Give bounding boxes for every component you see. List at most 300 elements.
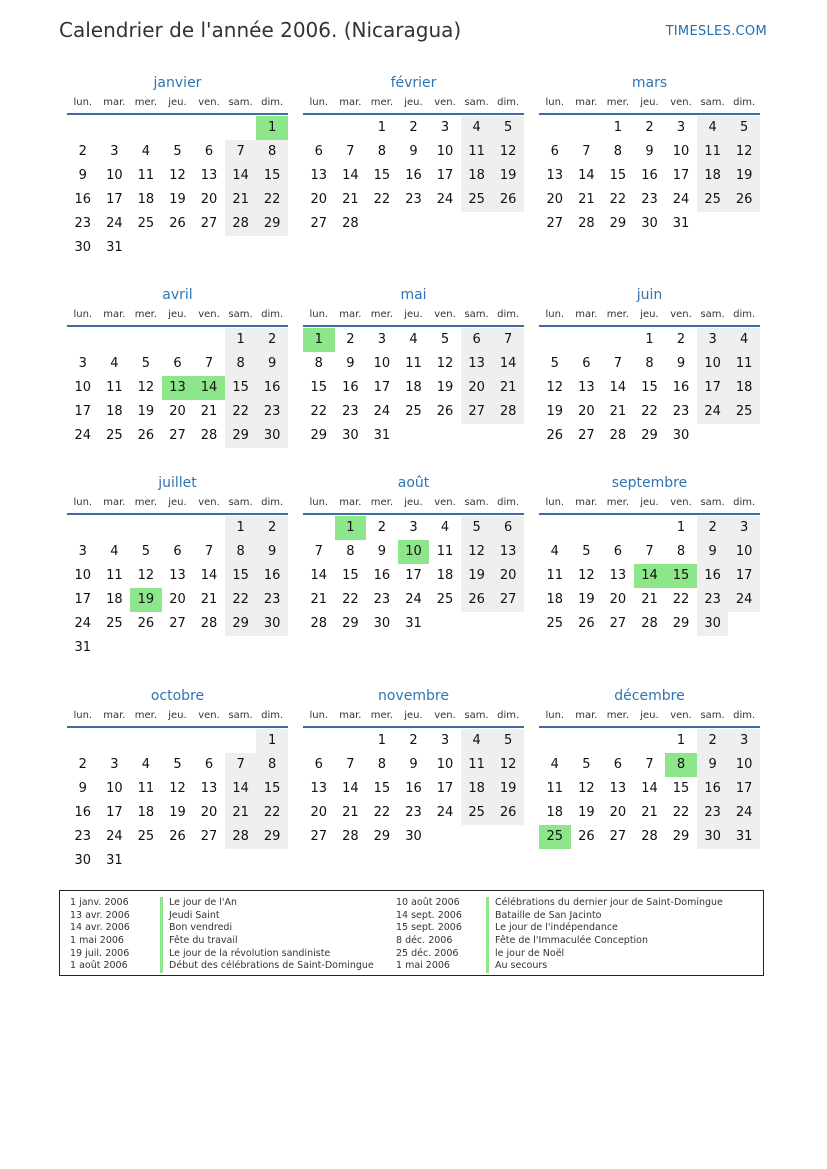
week-row [303, 825, 524, 849]
week-row [303, 753, 524, 777]
week-row [67, 212, 288, 236]
weekend-day-cell: 9 [697, 753, 729, 777]
holiday-row [396, 948, 723, 961]
holiday-day-cell: 15 [665, 564, 697, 588]
day-cell: 7 [314, 544, 323, 559]
day-cell: 20 [578, 404, 595, 419]
day-cell: 3 [440, 733, 450, 748]
day-cell: 7 [613, 356, 623, 371]
week-row [67, 753, 288, 777]
day-cell: 10 [436, 757, 454, 772]
weekday-label: mer. [134, 710, 158, 721]
weekday-label: sam. [464, 497, 489, 508]
week-row [303, 540, 524, 564]
weekday-label: sam. [700, 97, 725, 108]
empty-day-cell [602, 516, 634, 540]
day-cell: 28 [310, 616, 328, 631]
day-cell: 27 [169, 428, 186, 443]
day-cell: 30 [672, 428, 690, 443]
weekday-label: dim. [733, 309, 756, 320]
day-cell: 8 [613, 144, 623, 159]
holiday-day-cell: 19 [130, 588, 162, 612]
weekend-day-cell: 28 [492, 400, 524, 424]
month-block [67, 73, 288, 260]
holiday-day-cell: 1 [335, 516, 367, 540]
weekday-label: jeu. [168, 309, 187, 320]
weekend-day-cell: 1 [256, 729, 288, 753]
day-cell: 24 [74, 428, 92, 443]
week-row [67, 188, 288, 212]
weekday-label: lun. [73, 97, 93, 108]
day-cell: 26 [546, 428, 564, 443]
weekday-label: jeu. [168, 497, 187, 508]
weekend-day-cell: 5 [728, 116, 760, 140]
weekend-day-cell: 24 [697, 400, 729, 424]
weekend-day-cell: 14 [225, 777, 257, 801]
day-cell: 14 [641, 781, 658, 796]
day-cell: 3 [78, 356, 87, 371]
holiday-row [396, 922, 723, 935]
weekday-label: ven. [198, 710, 220, 721]
day-cell: 11 [106, 380, 123, 395]
day-cell: 13 [200, 781, 218, 796]
day-cell: 3 [409, 520, 418, 535]
day-cell: 20 [169, 404, 186, 419]
weekday-label: mer. [370, 97, 394, 108]
week-row [67, 636, 288, 660]
weekday-label: mar. [103, 97, 126, 108]
day-cell: 22 [672, 592, 690, 607]
weekday-label: mar. [575, 309, 598, 320]
weekend-day-cell: 19 [492, 777, 524, 801]
weekday-header [539, 706, 760, 728]
weekend-day-cell: 6 [461, 328, 493, 352]
day-cell: 26 [578, 829, 595, 844]
empty-day-cell [130, 636, 162, 660]
holiday-marker [160, 897, 163, 910]
day-cell: 16 [641, 168, 658, 183]
empty-day-cell [193, 516, 225, 540]
day-cell: 5 [440, 332, 450, 347]
day-cell: 25 [405, 404, 422, 419]
week-row [303, 801, 524, 825]
day-cell: 6 [173, 544, 182, 559]
weekday-label: lun. [545, 710, 565, 721]
weekend-day-cell: 10 [728, 753, 760, 777]
day-cell: 7 [204, 356, 214, 371]
empty-day-cell [193, 328, 225, 352]
month-name: juin [636, 287, 663, 303]
empty-day-cell [130, 236, 162, 260]
day-cell: 17 [74, 592, 92, 607]
day-cell: 2 [78, 144, 87, 159]
empty-day-cell [602, 729, 634, 753]
empty-day-cell [461, 212, 493, 236]
day-cell: 12 [436, 356, 454, 371]
holiday-marker [160, 910, 163, 923]
weekend-day-cell: 15 [225, 564, 257, 588]
week-row [539, 753, 760, 777]
week-row [67, 376, 288, 400]
day-cell: 17 [106, 192, 123, 207]
weekend-day-cell: 25 [697, 188, 729, 212]
weekday-header [539, 493, 760, 515]
day-cell: 8 [377, 144, 387, 159]
month-block [67, 285, 288, 448]
week-row [303, 328, 524, 352]
day-cell: 23 [74, 216, 92, 231]
weekday-label: mer. [134, 97, 158, 108]
holiday-legend [59, 890, 764, 976]
weekend-day-cell: 21 [225, 801, 257, 825]
day-cell: 13 [169, 568, 186, 583]
empty-day-cell [492, 424, 524, 448]
day-cell: 31 [405, 616, 422, 631]
empty-day-cell [193, 849, 225, 873]
weekend-day-cell: 27 [461, 400, 493, 424]
day-cell: 16 [373, 568, 391, 583]
day-cell: 15 [373, 781, 391, 796]
day-cell: 14 [342, 781, 359, 796]
holiday-marker [486, 910, 489, 923]
week-row [67, 849, 288, 873]
day-cell: 29 [373, 829, 391, 844]
weekday-label: mer. [606, 97, 630, 108]
day-cell: 19 [436, 380, 454, 395]
day-cell: 13 [200, 168, 218, 183]
day-cell: 30 [373, 616, 391, 631]
weekday-label: dim. [733, 97, 756, 108]
day-cell: 1 [377, 120, 387, 135]
empty-day-cell [697, 212, 729, 236]
weekend-day-cell: 16 [256, 376, 288, 400]
empty-day-cell [130, 116, 162, 140]
weekday-label: mer. [370, 497, 394, 508]
day-cell: 20 [200, 805, 218, 820]
week-row [539, 588, 760, 612]
weekend-day-cell: 2 [256, 328, 288, 352]
holiday-name: Le jour de l'indépendance [495, 922, 618, 934]
weekday-label: sam. [228, 97, 253, 108]
weekend-day-cell: 22 [225, 400, 257, 424]
day-cell: 21 [641, 805, 658, 820]
weekday-header [67, 706, 288, 728]
day-cell: 20 [609, 592, 627, 607]
day-cell: 8 [645, 356, 654, 371]
weekend-day-cell: 7 [225, 140, 257, 164]
day-cell: 3 [676, 120, 686, 135]
holiday-row [70, 910, 374, 923]
empty-day-cell [162, 729, 194, 753]
month-name: avril [162, 287, 193, 303]
weekend-day-cell: 3 [728, 516, 760, 540]
day-cell: 8 [314, 356, 323, 371]
empty-day-cell [225, 116, 257, 140]
month-block [539, 686, 760, 849]
weekend-day-cell: 13 [492, 540, 524, 564]
month-block [67, 473, 288, 660]
day-cell: 3 [110, 144, 119, 159]
holiday-name: Fête du travail [169, 935, 238, 947]
day-cell: 12 [578, 781, 595, 796]
month-name: février [390, 75, 437, 91]
weekend-day-cell: 29 [256, 212, 288, 236]
day-cell: 9 [346, 356, 355, 371]
day-cell: 21 [310, 592, 328, 607]
empty-day-cell [492, 212, 524, 236]
holiday-name: Le jour de la révolution sandiniste [169, 947, 331, 959]
day-cell: 2 [346, 332, 355, 347]
day-cell: 14 [342, 168, 359, 183]
day-cell: 14 [578, 168, 595, 183]
day-cell: 26 [169, 216, 186, 231]
day-cell: 31 [373, 428, 391, 443]
day-cell: 19 [578, 805, 595, 820]
empty-day-cell [303, 516, 335, 540]
day-cell: 28 [641, 616, 658, 631]
week-row [539, 825, 760, 849]
day-cell: 3 [78, 544, 87, 559]
holiday-date: 10 août 2006 [396, 897, 460, 908]
day-cell: 31 [672, 216, 690, 231]
holiday-name: Bon vendredi [169, 922, 233, 934]
holiday-list-left [70, 897, 374, 973]
day-cell: 17 [373, 380, 391, 395]
weekend-day-cell: 1 [225, 516, 257, 540]
weekend-day-cell: 3 [697, 328, 729, 352]
weekend-day-cell: 18 [461, 164, 493, 188]
day-cell: 23 [672, 404, 690, 419]
day-cell: 24 [436, 192, 454, 207]
site-link[interactable]: TIMESLES.COM [665, 24, 767, 39]
weekday-label: lun. [73, 497, 93, 508]
day-cell: 13 [310, 168, 328, 183]
week-row [303, 516, 524, 540]
weekday-header [303, 305, 524, 327]
day-cell: 10 [672, 144, 690, 159]
empty-day-cell [728, 212, 760, 236]
weekday-label: jeu. [404, 97, 423, 108]
day-cell: 3 [377, 332, 387, 347]
month-name: septembre [611, 475, 688, 491]
day-cell: 19 [546, 404, 564, 419]
week-row [539, 516, 760, 540]
empty-day-cell [162, 236, 194, 260]
day-cell: 10 [74, 380, 92, 395]
empty-day-cell [162, 328, 194, 352]
holiday-date: 1 mai 2006 [396, 960, 450, 972]
empty-day-cell [335, 116, 367, 140]
weekday-label: jeu. [640, 97, 659, 108]
day-cell: 7 [204, 544, 214, 559]
day-cell: 25 [436, 592, 454, 607]
weekend-day-cell: 12 [492, 140, 524, 164]
weekday-label: sam. [464, 710, 489, 721]
day-cell: 9 [676, 356, 686, 371]
weekend-day-cell: 29 [225, 424, 257, 448]
day-cell: 17 [672, 168, 690, 183]
week-row [539, 328, 760, 352]
day-cell: 3 [440, 120, 450, 135]
holiday-row [70, 897, 374, 910]
empty-day-cell [429, 825, 461, 849]
weekend-day-cell: 22 [256, 188, 288, 212]
day-cell: 24 [672, 192, 690, 207]
holiday-day-cell: 13 [162, 376, 194, 400]
day-cell: 16 [74, 805, 92, 820]
weekend-day-cell: 17 [697, 376, 729, 400]
empty-day-cell [634, 516, 666, 540]
day-cell: 9 [78, 168, 87, 183]
weekend-day-cell: 10 [728, 540, 760, 564]
weekday-label: lun. [309, 97, 329, 108]
weekend-day-cell: 19 [492, 164, 524, 188]
day-cell: 8 [676, 544, 686, 559]
weekend-day-cell: 5 [492, 729, 524, 753]
week-row [67, 516, 288, 540]
day-cell: 23 [373, 592, 391, 607]
day-cell: 1 [645, 332, 654, 347]
weekday-label: jeu. [640, 309, 659, 320]
day-cell: 27 [200, 829, 218, 844]
weekend-day-cell: 4 [697, 116, 729, 140]
week-row [539, 801, 760, 825]
weekday-header [539, 305, 760, 327]
empty-day-cell [728, 424, 760, 448]
empty-day-cell [225, 236, 257, 260]
day-cell: 17 [405, 568, 422, 583]
week-row [539, 188, 760, 212]
day-cell: 26 [137, 616, 155, 631]
day-cell: 20 [310, 192, 328, 207]
day-cell: 11 [137, 168, 155, 183]
day-cell: 24 [405, 592, 422, 607]
empty-day-cell [225, 849, 257, 873]
day-cell: 23 [74, 829, 92, 844]
week-row [303, 588, 524, 612]
day-cell: 10 [106, 781, 123, 796]
holiday-date: 25 déc. 2006 [396, 947, 459, 959]
day-cell: 14 [310, 568, 328, 583]
weekday-label: dim. [733, 497, 756, 508]
week-row [303, 564, 524, 588]
empty-day-cell [398, 212, 430, 236]
weekday-label: ven. [434, 710, 456, 721]
holiday-marker [486, 935, 489, 948]
day-cell: 1 [676, 520, 686, 535]
day-cell: 21 [342, 192, 359, 207]
weekend-day-cell: 18 [461, 777, 493, 801]
day-cell: 28 [641, 829, 658, 844]
day-cell: 12 [578, 568, 595, 583]
weekend-day-cell: 17 [728, 564, 760, 588]
day-cell: 10 [436, 144, 454, 159]
weekday-label: ven. [434, 97, 456, 108]
weekend-day-cell: 21 [225, 188, 257, 212]
empty-day-cell [697, 424, 729, 448]
holiday-name: Le jour de l'An [169, 897, 238, 908]
day-cell: 4 [110, 544, 119, 559]
empty-day-cell [539, 116, 571, 140]
weekend-day-cell: 13 [461, 352, 493, 376]
weekend-day-cell: 9 [697, 540, 729, 564]
weekend-day-cell: 30 [697, 612, 729, 636]
weekday-label: lun. [545, 309, 565, 320]
holiday-day-cell: 14 [634, 564, 666, 588]
empty-day-cell [571, 116, 603, 140]
empty-day-cell [461, 825, 493, 849]
weekday-label: lun. [309, 497, 329, 508]
day-cell: 8 [346, 544, 355, 559]
empty-day-cell [193, 236, 225, 260]
weekend-day-cell: 14 [225, 164, 257, 188]
weekday-label: ven. [198, 497, 220, 508]
holiday-date: 1 mai 2006 [70, 935, 124, 947]
day-cell: 28 [609, 428, 627, 443]
holiday-name: Début des célébrations de Saint-Domingue [169, 960, 374, 972]
day-cell: 2 [645, 120, 654, 135]
day-cell: 29 [310, 428, 328, 443]
day-cell: 13 [609, 781, 627, 796]
day-cell: 24 [436, 805, 454, 820]
holiday-row [70, 960, 374, 973]
day-cell: 4 [141, 144, 151, 159]
weekday-label: mer. [606, 309, 630, 320]
holiday-marker [160, 948, 163, 961]
day-cell: 9 [645, 144, 654, 159]
weekend-day-cell: 25 [461, 801, 493, 825]
weekday-label: lun. [545, 97, 565, 108]
empty-day-cell [492, 825, 524, 849]
day-cell: 20 [609, 805, 627, 820]
day-cell: 13 [578, 380, 595, 395]
weekend-day-cell: 24 [728, 801, 760, 825]
empty-day-cell [539, 328, 571, 352]
holiday-name: Jeudi Saint [169, 909, 220, 921]
week-row [303, 140, 524, 164]
weekend-day-cell: 12 [492, 753, 524, 777]
day-cell: 7 [346, 757, 355, 772]
weekday-label: mer. [134, 497, 158, 508]
empty-day-cell [67, 516, 99, 540]
day-cell: 1 [613, 120, 623, 135]
day-cell: 30 [74, 853, 92, 868]
day-cell: 26 [137, 428, 155, 443]
weekend-day-cell: 27 [492, 588, 524, 612]
empty-day-cell [539, 516, 571, 540]
weekday-label: mar. [575, 497, 598, 508]
day-cell: 11 [405, 356, 422, 371]
weekend-day-cell: 16 [697, 564, 729, 588]
day-cell: 24 [373, 404, 391, 419]
weekday-label: sam. [700, 497, 725, 508]
day-cell: 27 [546, 216, 564, 231]
day-cell: 27 [200, 216, 218, 231]
day-cell: 23 [405, 192, 422, 207]
day-cell: 30 [342, 428, 359, 443]
weekend-day-cell: 26 [461, 588, 493, 612]
empty-day-cell [99, 516, 131, 540]
weekend-day-cell: 8 [225, 352, 257, 376]
day-cell: 30 [641, 216, 658, 231]
weekend-day-cell: 17 [728, 777, 760, 801]
weekday-label: jeu. [168, 710, 187, 721]
day-cell: 12 [169, 781, 186, 796]
day-cell: 12 [137, 380, 155, 395]
weekend-day-cell: 16 [697, 777, 729, 801]
week-row [67, 825, 288, 849]
day-cell: 21 [200, 592, 218, 607]
